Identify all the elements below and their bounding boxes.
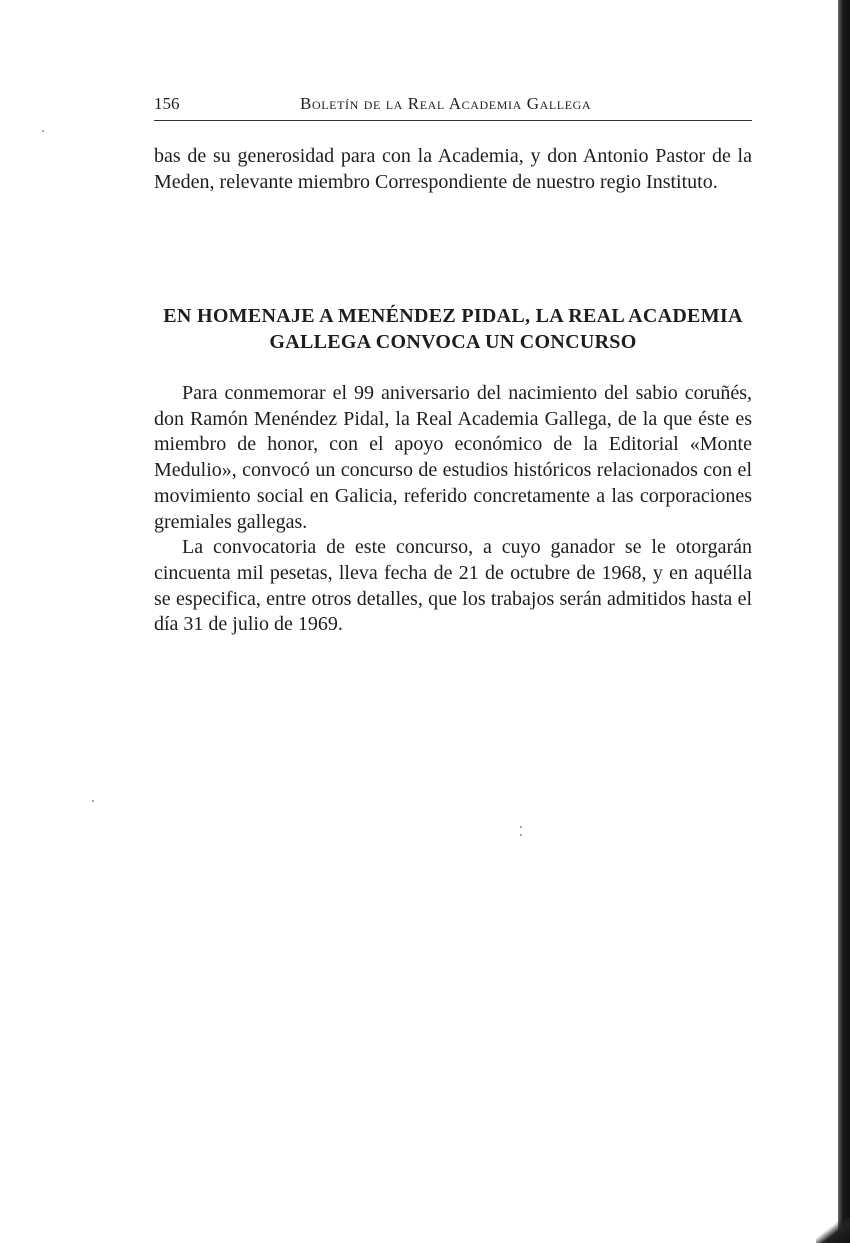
continuation-paragraph-block: [154, 144, 752, 195]
running-head: Boletín de la Real Academia Gallega: [300, 94, 592, 113]
scanner-edge-shadow: [838, 0, 850, 1243]
page-number: 156: [154, 94, 180, 113]
article-paragraph-2: La convocatoria de este concurso, a cuyo ganador se le otorgarán cincuenta mil pesetas, lleva fecha de 21 de octubre de 1968, y en aquélla se especifica, entre otros detalles, que los trabajos serán admitidos hasta el día 31 de julio de 1969.: [154, 536, 752, 636]
scanner-corner-shadow: [816, 1217, 850, 1243]
article-body: [154, 381, 752, 638]
page-header: [154, 94, 752, 121]
scan-speck: [520, 834, 522, 836]
scan-speck: [520, 826, 522, 828]
article-paragraph-1: Para conmemorar el 99 aniversario del nacimiento del sabio coruñés, don Ramón Menéndez Pidal, la Real Academia Gallega, de la que éste es miembro de honor, con el apoyo económico de la Editorial «Monte Medulio», convocó un concurso de estudios históricos relacionados con el movimiento social en Galicia, referido concretamente a las corporaciones gremiales gallegas.: [154, 382, 752, 533]
continuation-paragraph: bas de su generosidad para con la Academia, y don Antonio Pastor de la Meden, relevante miembro Correspondiente de nuestro regio Instituto.: [154, 145, 752, 193]
scan-speck: [92, 800, 94, 802]
scan-speck: [42, 130, 44, 132]
article-title: EN HOMENAJE A MENÉNDEZ PIDAL, LA REAL ACADEMIA GALLEGA CONVOCA UN CONCURSO: [163, 305, 743, 353]
